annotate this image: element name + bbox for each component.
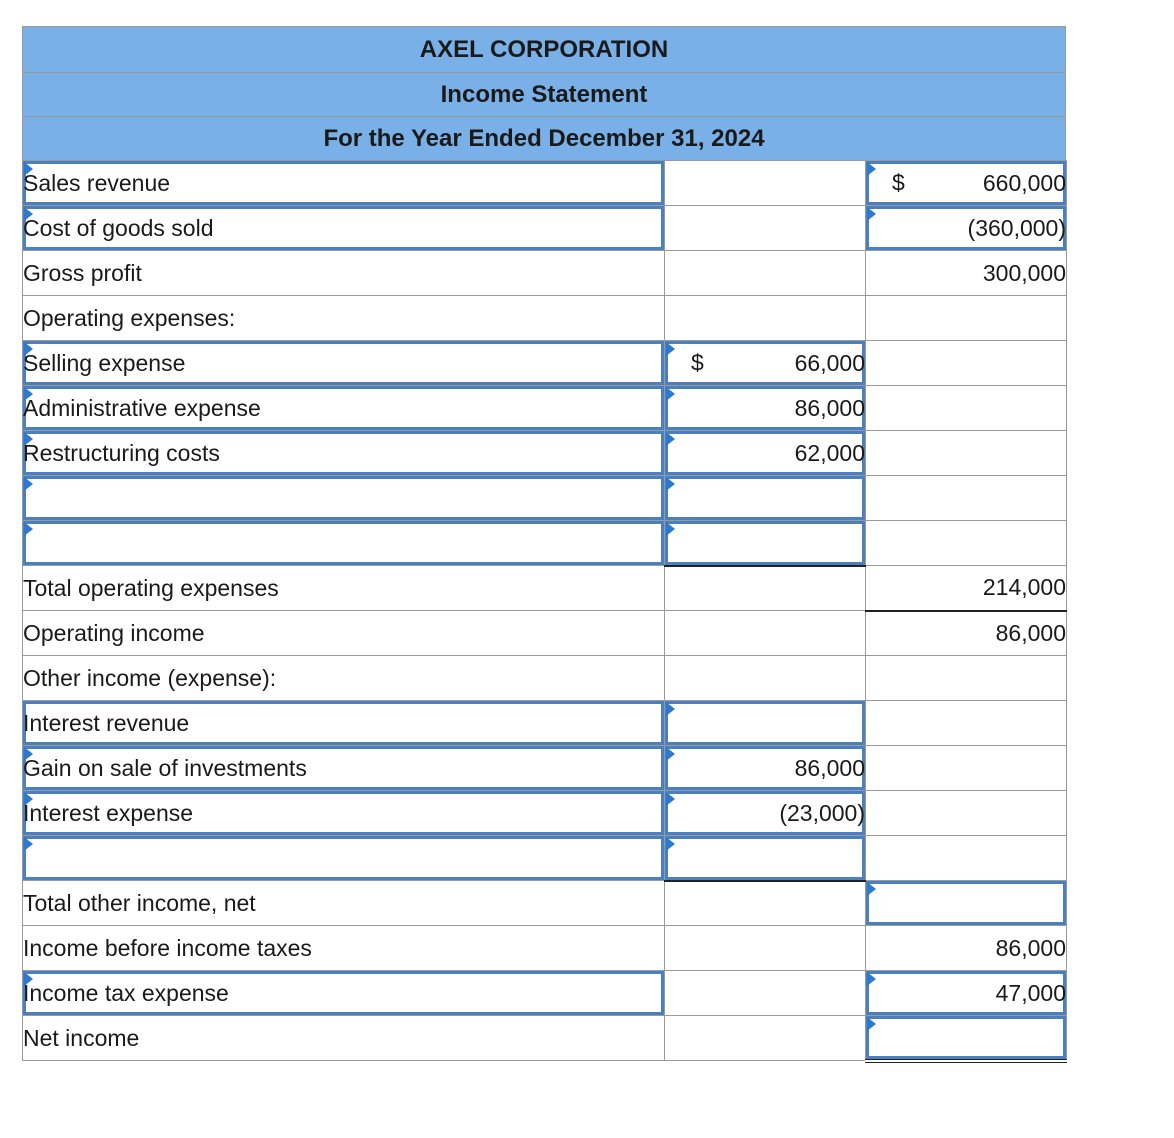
amount-cell-col3 — [866, 521, 1067, 566]
amount-cell-col3 — [866, 836, 1067, 881]
amount-input-col2[interactable]: 86,000 — [665, 746, 866, 791]
amount-cell-col3 — [866, 701, 1067, 746]
dropdown-marker-icon — [666, 387, 675, 401]
label-dropdown[interactable]: Interest revenue — [23, 701, 665, 746]
table-row — [23, 881, 1067, 926]
dropdown-marker-icon — [24, 432, 33, 446]
table-row — [23, 476, 1067, 521]
amount-input-col2[interactable]: (23,000) — [665, 791, 866, 836]
amount-input-col2[interactable]: 86,000 — [665, 386, 866, 431]
dropdown-marker-icon — [666, 747, 675, 761]
amount-cell-col3: 86,000 — [866, 926, 1067, 971]
dropdown-marker-icon — [867, 972, 876, 986]
amount-input-col2[interactable] — [665, 521, 866, 566]
label-dropdown[interactable]: Administrative expense — [23, 386, 665, 431]
amount-cell-col2 — [665, 251, 866, 296]
amount-cell-col2 — [665, 611, 866, 656]
amount-input-col3[interactable] — [866, 881, 1067, 926]
dropdown-marker-icon — [666, 837, 675, 851]
amount-input-col3[interactable]: 47,000 — [866, 971, 1067, 1016]
row-label: Total operating expenses — [23, 566, 665, 611]
dropdown-marker-icon — [867, 162, 876, 176]
amount-cell-col3: 214,000 — [866, 566, 1067, 611]
amount-input-col2[interactable] — [665, 701, 866, 746]
amount-input-col3[interactable] — [866, 1016, 1067, 1061]
amount-cell-col3 — [866, 476, 1067, 521]
table-row — [23, 701, 1067, 746]
label-dropdown[interactable]: Interest expense — [23, 791, 665, 836]
dropdown-marker-icon — [666, 342, 675, 356]
table-row — [23, 566, 1067, 611]
amount-input-col3[interactable]: $ 660,000 — [866, 161, 1067, 206]
table-row — [23, 1016, 1067, 1061]
amount-cell-col2 — [665, 656, 866, 701]
table-row — [23, 206, 1067, 251]
dropdown-marker-icon — [24, 387, 33, 401]
label-dropdown[interactable]: Selling expense — [23, 341, 665, 386]
label-dropdown[interactable]: Sales revenue — [23, 161, 665, 206]
table-row — [23, 521, 1067, 566]
table-row — [23, 926, 1067, 971]
table-row — [23, 251, 1067, 296]
label-dropdown[interactable] — [23, 476, 665, 521]
dropdown-marker-icon — [867, 882, 876, 896]
dropdown-marker-icon — [24, 477, 33, 491]
statement-table — [22, 160, 1067, 1063]
amount-cell-col2 — [665, 566, 866, 611]
row-label: Gross profit — [23, 251, 665, 296]
table-row — [23, 161, 1067, 206]
section-label: Other income (expense): — [23, 656, 665, 701]
amount-cell-col3 — [866, 656, 1067, 701]
row-label: Total other income, net — [23, 881, 665, 926]
amount-cell-col3 — [866, 296, 1067, 341]
label-dropdown[interactable] — [23, 836, 665, 881]
dropdown-marker-icon — [24, 207, 33, 221]
table-row — [23, 791, 1067, 836]
dropdown-marker-icon — [24, 162, 33, 176]
dropdown-marker-icon — [666, 477, 675, 491]
amount-cell-col2 — [665, 296, 866, 341]
dropdown-marker-icon — [867, 207, 876, 221]
amount-input-col2[interactable]: $ 66,000 — [665, 341, 866, 386]
label-dropdown[interactable] — [23, 521, 665, 566]
amount-cell-col3 — [866, 341, 1067, 386]
table-row — [23, 836, 1067, 881]
table-row — [23, 746, 1067, 791]
row-label: Income before income taxes — [23, 926, 665, 971]
label-dropdown[interactable]: Income tax expense — [23, 971, 665, 1016]
table-row — [23, 386, 1067, 431]
dropdown-marker-icon — [24, 837, 33, 851]
dropdown-marker-icon — [24, 972, 33, 986]
section-label: Operating expenses: — [23, 296, 665, 341]
label-dropdown[interactable]: Cost of goods sold — [23, 206, 665, 251]
amount-input-col3[interactable]: (360,000) — [866, 206, 1067, 251]
amount-cell-col2 — [665, 926, 866, 971]
table-row — [23, 341, 1067, 386]
amount-cell-col2 — [665, 1016, 866, 1061]
amount-input-col2[interactable] — [665, 476, 866, 521]
dropdown-marker-icon — [666, 702, 675, 716]
amount-cell-col3 — [866, 386, 1067, 431]
income-statement — [22, 26, 1066, 1063]
table-row — [23, 296, 1067, 341]
amount-cell-col3: 86,000 — [866, 611, 1067, 656]
amount-input-col2[interactable] — [665, 836, 866, 881]
dropdown-marker-icon — [24, 522, 33, 536]
statement-title: Income Statement — [22, 72, 1066, 117]
dropdown-marker-icon — [867, 1017, 876, 1031]
row-label: Operating income — [23, 611, 665, 656]
label-dropdown[interactable]: Restructuring costs — [23, 431, 665, 476]
company-name: AXEL CORPORATION — [22, 26, 1066, 73]
dropdown-marker-icon — [24, 792, 33, 806]
label-dropdown[interactable]: Gain on sale of investments — [23, 746, 665, 791]
dropdown-marker-icon — [24, 747, 33, 761]
dropdown-marker-icon — [666, 432, 675, 446]
amount-cell-col2 — [665, 971, 866, 1016]
table-row — [23, 971, 1067, 1016]
table-row — [23, 611, 1067, 656]
table-row — [23, 431, 1067, 476]
amount-cell-col2 — [665, 206, 866, 251]
dropdown-marker-icon — [24, 342, 33, 356]
amount-cell-col3: 300,000 — [866, 251, 1067, 296]
dropdown-marker-icon — [666, 792, 675, 806]
amount-cell-col2 — [665, 881, 866, 926]
amount-input-col2[interactable]: 62,000 — [665, 431, 866, 476]
table-row — [23, 656, 1067, 701]
amount-cell-col3 — [866, 791, 1067, 836]
amount-cell-col2 — [665, 161, 866, 206]
amount-cell-col3 — [866, 431, 1067, 476]
row-label: Net income — [23, 1016, 665, 1061]
statement-period: For the Year Ended December 31, 2024 — [22, 116, 1066, 161]
dropdown-marker-icon — [666, 522, 675, 536]
amount-cell-col3 — [866, 746, 1067, 791]
